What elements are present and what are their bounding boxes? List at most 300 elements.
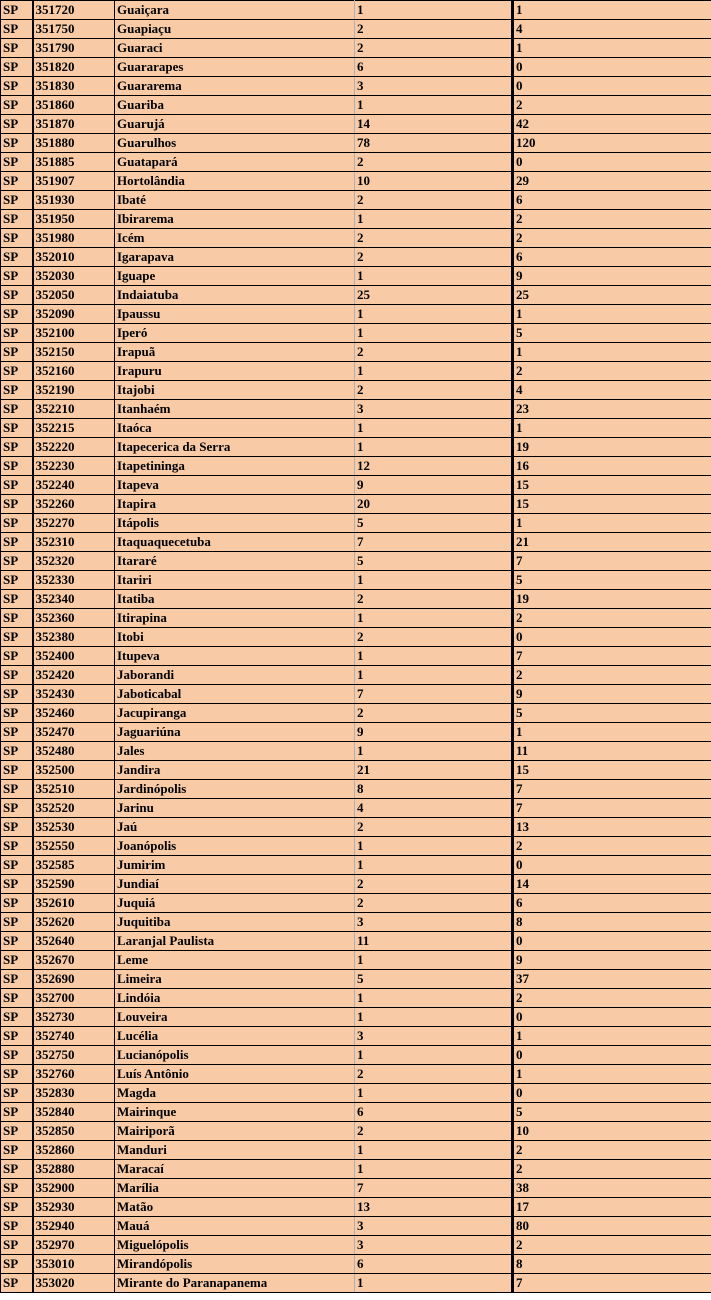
code-cell: 352010 bbox=[33, 248, 115, 267]
municipality-cell: Jaguariúna bbox=[115, 723, 355, 742]
municipality-cell: Jacupiranga bbox=[115, 704, 355, 723]
value-a-cell: 1 bbox=[355, 951, 513, 970]
municipality-cell: Mirandópolis bbox=[115, 1255, 355, 1274]
state-cell: SP bbox=[1, 1065, 33, 1084]
value-a-cell: 2 bbox=[355, 343, 513, 362]
code-cell: 351930 bbox=[33, 191, 115, 210]
table-row bbox=[1, 647, 711, 666]
code-cell: 352750 bbox=[33, 1046, 115, 1065]
code-cell: 352840 bbox=[33, 1103, 115, 1122]
state-cell: SP bbox=[1, 267, 33, 286]
code-cell: 352230 bbox=[33, 457, 115, 476]
value-b-cell: 9 bbox=[513, 685, 711, 704]
state-cell: SP bbox=[1, 856, 33, 875]
code-cell: 352640 bbox=[33, 932, 115, 951]
table-row bbox=[1, 191, 711, 210]
value-a-cell: 2 bbox=[355, 229, 513, 248]
value-b-cell: 42 bbox=[513, 115, 711, 134]
table-row bbox=[1, 1122, 711, 1141]
table-row bbox=[1, 894, 711, 913]
municipality-cell: Maracaí bbox=[115, 1160, 355, 1179]
table-row bbox=[1, 96, 711, 115]
municipality-cell: Indaiatuba bbox=[115, 286, 355, 305]
value-a-cell: 2 bbox=[355, 1122, 513, 1141]
state-cell: SP bbox=[1, 628, 33, 647]
value-a-cell: 14 bbox=[355, 115, 513, 134]
state-cell: SP bbox=[1, 666, 33, 685]
value-b-cell: 1 bbox=[513, 1027, 711, 1046]
state-cell: SP bbox=[1, 970, 33, 989]
value-a-cell: 1 bbox=[355, 1274, 513, 1293]
value-b-cell: 6 bbox=[513, 191, 711, 210]
table-row bbox=[1, 1236, 711, 1255]
municipality-cell: Itararé bbox=[115, 552, 355, 571]
value-b-cell: 23 bbox=[513, 400, 711, 419]
value-a-cell: 1 bbox=[355, 647, 513, 666]
code-cell: 352500 bbox=[33, 761, 115, 780]
value-b-cell: 2 bbox=[513, 609, 711, 628]
value-a-cell: 2 bbox=[355, 875, 513, 894]
table-row bbox=[1, 913, 711, 932]
table-row bbox=[1, 324, 711, 343]
municipality-cell: Igarapava bbox=[115, 248, 355, 267]
code-cell: 352670 bbox=[33, 951, 115, 970]
municipality-cell: Jardinópolis bbox=[115, 780, 355, 799]
state-cell: SP bbox=[1, 20, 33, 39]
table-row bbox=[1, 742, 711, 761]
state-cell: SP bbox=[1, 799, 33, 818]
table-row bbox=[1, 628, 711, 647]
table-row bbox=[1, 989, 711, 1008]
value-a-cell: 7 bbox=[355, 533, 513, 552]
value-b-cell: 17 bbox=[513, 1198, 711, 1217]
municipality-cell: Mauá bbox=[115, 1217, 355, 1236]
code-cell: 352430 bbox=[33, 685, 115, 704]
value-b-cell: 15 bbox=[513, 476, 711, 495]
municipality-cell: Guaiçara bbox=[115, 1, 355, 20]
value-b-cell: 4 bbox=[513, 20, 711, 39]
value-a-cell: 2 bbox=[355, 894, 513, 913]
table-row bbox=[1, 666, 711, 685]
value-a-cell: 3 bbox=[355, 77, 513, 96]
value-a-cell: 5 bbox=[355, 514, 513, 533]
table-row bbox=[1, 229, 711, 248]
code-cell: 351870 bbox=[33, 115, 115, 134]
value-a-cell: 78 bbox=[355, 134, 513, 153]
code-cell: 352270 bbox=[33, 514, 115, 533]
value-a-cell: 3 bbox=[355, 1027, 513, 1046]
value-a-cell: 3 bbox=[355, 400, 513, 419]
state-cell: SP bbox=[1, 457, 33, 476]
state-cell: SP bbox=[1, 951, 33, 970]
table-row bbox=[1, 20, 711, 39]
state-cell: SP bbox=[1, 438, 33, 457]
value-a-cell: 3 bbox=[355, 913, 513, 932]
state-cell: SP bbox=[1, 571, 33, 590]
state-cell: SP bbox=[1, 533, 33, 552]
state-cell: SP bbox=[1, 96, 33, 115]
municipality-cell: Jarinu bbox=[115, 799, 355, 818]
table-row bbox=[1, 1, 711, 20]
table-row bbox=[1, 134, 711, 153]
value-b-cell: 29 bbox=[513, 172, 711, 191]
state-cell: SP bbox=[1, 172, 33, 191]
code-cell: 352160 bbox=[33, 362, 115, 381]
state-cell: SP bbox=[1, 381, 33, 400]
state-cell: SP bbox=[1, 1179, 33, 1198]
value-a-cell: 13 bbox=[355, 1198, 513, 1217]
code-cell: 352150 bbox=[33, 343, 115, 362]
state-cell: SP bbox=[1, 495, 33, 514]
value-b-cell: 16 bbox=[513, 457, 711, 476]
value-a-cell: 1 bbox=[355, 419, 513, 438]
table-row bbox=[1, 1179, 711, 1198]
value-a-cell: 9 bbox=[355, 723, 513, 742]
table-row bbox=[1, 799, 711, 818]
table-row bbox=[1, 153, 711, 172]
state-cell: SP bbox=[1, 780, 33, 799]
code-cell: 352610 bbox=[33, 894, 115, 913]
table-row bbox=[1, 837, 711, 856]
state-cell: SP bbox=[1, 134, 33, 153]
value-b-cell: 6 bbox=[513, 248, 711, 267]
value-b-cell: 19 bbox=[513, 590, 711, 609]
code-cell: 352530 bbox=[33, 818, 115, 837]
code-cell: 351860 bbox=[33, 96, 115, 115]
value-a-cell: 7 bbox=[355, 685, 513, 704]
code-cell: 352460 bbox=[33, 704, 115, 723]
table-row bbox=[1, 210, 711, 229]
value-b-cell: 7 bbox=[513, 552, 711, 571]
code-cell: 352360 bbox=[33, 609, 115, 628]
value-a-cell: 12 bbox=[355, 457, 513, 476]
municipality-cell: Lindóia bbox=[115, 989, 355, 1008]
value-b-cell: 0 bbox=[513, 153, 711, 172]
municipality-cell: Juquiá bbox=[115, 894, 355, 913]
value-a-cell: 1 bbox=[355, 856, 513, 875]
municipality-cell: Irapuru bbox=[115, 362, 355, 381]
code-cell: 352940 bbox=[33, 1217, 115, 1236]
municipality-cell: Itápolis bbox=[115, 514, 355, 533]
code-cell: 352700 bbox=[33, 989, 115, 1008]
state-cell: SP bbox=[1, 1274, 33, 1293]
municipality-cell: Manduri bbox=[115, 1141, 355, 1160]
state-cell: SP bbox=[1, 818, 33, 837]
table-row bbox=[1, 362, 711, 381]
value-a-cell: 6 bbox=[355, 1255, 513, 1274]
value-b-cell: 1 bbox=[513, 723, 711, 742]
municipality-cell: Guapiaçu bbox=[115, 20, 355, 39]
municipality-cell: Itatiba bbox=[115, 590, 355, 609]
table-row bbox=[1, 1084, 711, 1103]
state-cell: SP bbox=[1, 400, 33, 419]
value-b-cell: 5 bbox=[513, 571, 711, 590]
value-a-cell: 1 bbox=[355, 1084, 513, 1103]
state-cell: SP bbox=[1, 761, 33, 780]
state-cell: SP bbox=[1, 229, 33, 248]
value-b-cell: 9 bbox=[513, 951, 711, 970]
value-b-cell: 2 bbox=[513, 1141, 711, 1160]
value-a-cell: 1 bbox=[355, 1141, 513, 1160]
state-cell: SP bbox=[1, 1122, 33, 1141]
code-cell: 352220 bbox=[33, 438, 115, 457]
code-cell: 351980 bbox=[33, 229, 115, 248]
table-row bbox=[1, 438, 711, 457]
state-cell: SP bbox=[1, 343, 33, 362]
value-b-cell: 25 bbox=[513, 286, 711, 305]
municipality-cell: Itupeva bbox=[115, 647, 355, 666]
value-a-cell: 2 bbox=[355, 590, 513, 609]
state-cell: SP bbox=[1, 685, 33, 704]
municipality-cell: Limeira bbox=[115, 970, 355, 989]
value-b-cell: 5 bbox=[513, 1103, 711, 1122]
code-cell: 352690 bbox=[33, 970, 115, 989]
table-row bbox=[1, 248, 711, 267]
state-cell: SP bbox=[1, 58, 33, 77]
table-row bbox=[1, 875, 711, 894]
value-b-cell: 2 bbox=[513, 229, 711, 248]
value-b-cell: 2 bbox=[513, 989, 711, 1008]
code-cell: 352590 bbox=[33, 875, 115, 894]
municipality-cell: Jundiaí bbox=[115, 875, 355, 894]
code-cell: 353010 bbox=[33, 1255, 115, 1274]
state-cell: SP bbox=[1, 1046, 33, 1065]
value-b-cell: 1 bbox=[513, 305, 711, 324]
value-b-cell: 0 bbox=[513, 628, 711, 647]
municipality-cell: Guararapes bbox=[115, 58, 355, 77]
code-cell: 352740 bbox=[33, 1027, 115, 1046]
state-cell: SP bbox=[1, 1217, 33, 1236]
municipality-cell: Iperó bbox=[115, 324, 355, 343]
municipality-cell: Jumirim bbox=[115, 856, 355, 875]
municipality-cell: Guatapará bbox=[115, 153, 355, 172]
table-row bbox=[1, 343, 711, 362]
state-cell: SP bbox=[1, 362, 33, 381]
code-cell: 351950 bbox=[33, 210, 115, 229]
table-row bbox=[1, 552, 711, 571]
value-b-cell: 7 bbox=[513, 780, 711, 799]
state-cell: SP bbox=[1, 476, 33, 495]
state-cell: SP bbox=[1, 704, 33, 723]
state-cell: SP bbox=[1, 1008, 33, 1027]
value-b-cell: 2 bbox=[513, 837, 711, 856]
value-b-cell: 0 bbox=[513, 932, 711, 951]
value-b-cell: 1 bbox=[513, 39, 711, 58]
value-b-cell: 1 bbox=[513, 419, 711, 438]
table-body bbox=[1, 1, 711, 1293]
value-a-cell: 1 bbox=[355, 837, 513, 856]
table-row bbox=[1, 818, 711, 837]
value-b-cell: 2 bbox=[513, 1160, 711, 1179]
code-cell: 352420 bbox=[33, 666, 115, 685]
code-cell: 352030 bbox=[33, 267, 115, 286]
table-row bbox=[1, 39, 711, 58]
value-a-cell: 2 bbox=[355, 704, 513, 723]
value-a-cell: 1 bbox=[355, 267, 513, 286]
value-a-cell: 1 bbox=[355, 324, 513, 343]
value-a-cell: 4 bbox=[355, 799, 513, 818]
value-a-cell: 6 bbox=[355, 58, 513, 77]
value-b-cell: 1 bbox=[513, 1065, 711, 1084]
table-row bbox=[1, 305, 711, 324]
value-a-cell: 25 bbox=[355, 286, 513, 305]
value-a-cell: 8 bbox=[355, 780, 513, 799]
code-cell: 351820 bbox=[33, 58, 115, 77]
value-a-cell: 2 bbox=[355, 153, 513, 172]
value-b-cell: 0 bbox=[513, 58, 711, 77]
state-cell: SP bbox=[1, 590, 33, 609]
code-cell: 352550 bbox=[33, 837, 115, 856]
table-row bbox=[1, 1103, 711, 1122]
value-a-cell: 6 bbox=[355, 1103, 513, 1122]
municipality-cell: Itaquaquecetuba bbox=[115, 533, 355, 552]
state-cell: SP bbox=[1, 837, 33, 856]
table-row bbox=[1, 970, 711, 989]
value-b-cell: 11 bbox=[513, 742, 711, 761]
municipality-cell: Guariba bbox=[115, 96, 355, 115]
value-a-cell: 1 bbox=[355, 989, 513, 1008]
code-cell: 352880 bbox=[33, 1160, 115, 1179]
municipality-cell: Mairinque bbox=[115, 1103, 355, 1122]
value-b-cell: 19 bbox=[513, 438, 711, 457]
municipality-cell: Joanópolis bbox=[115, 837, 355, 856]
code-cell: 352730 bbox=[33, 1008, 115, 1027]
value-a-cell: 1 bbox=[355, 742, 513, 761]
code-cell: 352930 bbox=[33, 1198, 115, 1217]
state-cell: SP bbox=[1, 1198, 33, 1217]
code-cell: 352240 bbox=[33, 476, 115, 495]
value-a-cell: 20 bbox=[355, 495, 513, 514]
value-a-cell: 3 bbox=[355, 1236, 513, 1255]
municipality-cell: Miguelópolis bbox=[115, 1236, 355, 1255]
table-row bbox=[1, 172, 711, 191]
municipality-cell: Jandira bbox=[115, 761, 355, 780]
state-cell: SP bbox=[1, 742, 33, 761]
municipality-cell: Magda bbox=[115, 1084, 355, 1103]
code-cell: 351830 bbox=[33, 77, 115, 96]
table-row bbox=[1, 381, 711, 400]
table-row bbox=[1, 1198, 711, 1217]
code-cell: 352260 bbox=[33, 495, 115, 514]
state-cell: SP bbox=[1, 1027, 33, 1046]
value-a-cell: 2 bbox=[355, 20, 513, 39]
value-a-cell: 2 bbox=[355, 39, 513, 58]
value-a-cell: 1 bbox=[355, 210, 513, 229]
code-cell: 352190 bbox=[33, 381, 115, 400]
value-a-cell: 2 bbox=[355, 381, 513, 400]
state-cell: SP bbox=[1, 932, 33, 951]
code-cell: 352520 bbox=[33, 799, 115, 818]
value-b-cell: 8 bbox=[513, 913, 711, 932]
municipality-cell: Guararema bbox=[115, 77, 355, 96]
code-cell: 352330 bbox=[33, 571, 115, 590]
value-a-cell: 1 bbox=[355, 438, 513, 457]
table-row bbox=[1, 856, 711, 875]
table-row bbox=[1, 1065, 711, 1084]
value-b-cell: 5 bbox=[513, 704, 711, 723]
value-b-cell: 9 bbox=[513, 267, 711, 286]
code-cell: 352620 bbox=[33, 913, 115, 932]
code-cell: 351750 bbox=[33, 20, 115, 39]
state-cell: SP bbox=[1, 1255, 33, 1274]
municipality-cell: Itirapina bbox=[115, 609, 355, 628]
municipality-cell: Marília bbox=[115, 1179, 355, 1198]
table-row bbox=[1, 514, 711, 533]
table-row bbox=[1, 723, 711, 742]
state-cell: SP bbox=[1, 77, 33, 96]
value-b-cell: 0 bbox=[513, 1008, 711, 1027]
value-a-cell: 1 bbox=[355, 305, 513, 324]
municipality-cell: Ibaté bbox=[115, 191, 355, 210]
code-cell: 352830 bbox=[33, 1084, 115, 1103]
municipality-cell: Louveira bbox=[115, 1008, 355, 1027]
code-cell: 351880 bbox=[33, 134, 115, 153]
state-cell: SP bbox=[1, 609, 33, 628]
municipality-cell: Itaóca bbox=[115, 419, 355, 438]
state-cell: SP bbox=[1, 647, 33, 666]
table-row bbox=[1, 286, 711, 305]
value-a-cell: 7 bbox=[355, 1179, 513, 1198]
table-row bbox=[1, 1274, 711, 1293]
value-b-cell: 0 bbox=[513, 1046, 711, 1065]
table-row bbox=[1, 457, 711, 476]
municipality-cell: Irapuã bbox=[115, 343, 355, 362]
table-row bbox=[1, 761, 711, 780]
code-cell: 352585 bbox=[33, 856, 115, 875]
value-b-cell: 5 bbox=[513, 324, 711, 343]
code-cell: 352480 bbox=[33, 742, 115, 761]
table-row bbox=[1, 780, 711, 799]
value-b-cell: 2 bbox=[513, 362, 711, 381]
code-cell: 351907 bbox=[33, 172, 115, 191]
municipality-cell: Itapira bbox=[115, 495, 355, 514]
value-b-cell: 7 bbox=[513, 647, 711, 666]
state-cell: SP bbox=[1, 1141, 33, 1160]
state-cell: SP bbox=[1, 286, 33, 305]
state-cell: SP bbox=[1, 1084, 33, 1103]
state-cell: SP bbox=[1, 1236, 33, 1255]
value-b-cell: 7 bbox=[513, 799, 711, 818]
municipality-cell: Jales bbox=[115, 742, 355, 761]
state-cell: SP bbox=[1, 875, 33, 894]
municipality-cell: Juquitiba bbox=[115, 913, 355, 932]
value-b-cell: 7 bbox=[513, 1274, 711, 1293]
table-row bbox=[1, 951, 711, 970]
code-cell: 352860 bbox=[33, 1141, 115, 1160]
municipality-cell: Matão bbox=[115, 1198, 355, 1217]
value-a-cell: 9 bbox=[355, 476, 513, 495]
code-cell: 352470 bbox=[33, 723, 115, 742]
state-cell: SP bbox=[1, 115, 33, 134]
code-cell: 352400 bbox=[33, 647, 115, 666]
table-row bbox=[1, 533, 711, 552]
value-b-cell: 1 bbox=[513, 343, 711, 362]
municipality-cell: Iguape bbox=[115, 267, 355, 286]
table-row bbox=[1, 609, 711, 628]
municipality-cell: Jaú bbox=[115, 818, 355, 837]
municipality-cell: Mairiporã bbox=[115, 1122, 355, 1141]
municipality-cell: Itajobi bbox=[115, 381, 355, 400]
value-a-cell: 11 bbox=[355, 932, 513, 951]
state-cell: SP bbox=[1, 1, 33, 20]
municipality-cell: Itapeva bbox=[115, 476, 355, 495]
value-b-cell: 1 bbox=[513, 514, 711, 533]
value-b-cell: 14 bbox=[513, 875, 711, 894]
value-a-cell: 2 bbox=[355, 248, 513, 267]
code-cell: 352310 bbox=[33, 533, 115, 552]
municipality-cell: Guarulhos bbox=[115, 134, 355, 153]
value-a-cell: 2 bbox=[355, 1065, 513, 1084]
